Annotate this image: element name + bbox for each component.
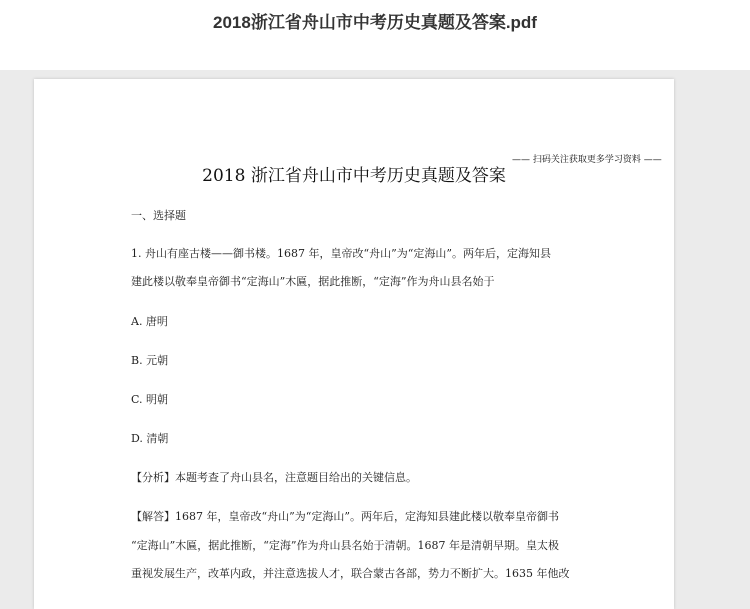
document-title: 2018 浙江省舟山市中考历史真题及答案 [202, 166, 506, 186]
section-heading: 一、选择题 [131, 209, 186, 222]
analysis-text: 【分析】本题考查了舟山县名，注意题目给出的关键信息。 [131, 471, 417, 484]
document-page [34, 79, 674, 609]
answer-text-line-2: “定海山”木匾，据此推断，“定海”作为舟山县名始于清朝。1687 年是清朝早期。皇太极 [131, 539, 559, 552]
watermark-text: —— 扫码关注获取更多学习资料 —— [512, 155, 662, 165]
option-a: A. 唐明 [131, 315, 168, 328]
question-text-line-2: 建此楼以敬奉皇帝御书“定海山”木匾，据此推断，“定海”作为舟山县名始于 [131, 275, 495, 288]
option-b: B. 元朝 [131, 354, 169, 367]
option-d: D. 清朝 [131, 432, 169, 445]
option-c: C. 明朝 [131, 393, 169, 406]
viewer-header [0, 0, 750, 70]
answer-text-line-1: 【解答】1687 年，皇帝改“舟山”为“定海山”。两年后，定海知县建此楼以敬奉皇帝御书 [131, 510, 559, 523]
file-title: 2018浙江省舟山市中考历史真题及答案.pdf [213, 13, 537, 32]
question-text-line-1: 1. 舟山有座古楼——御书楼。1687 年，皇帝改“舟山”为“定海山”。两年后，定海知县 [131, 247, 551, 260]
answer-text-line-3: 重视发展生产，改革内政，并注意选拔人才，联合蒙古各部，势力不断扩大。1635 年他改 [131, 567, 570, 580]
